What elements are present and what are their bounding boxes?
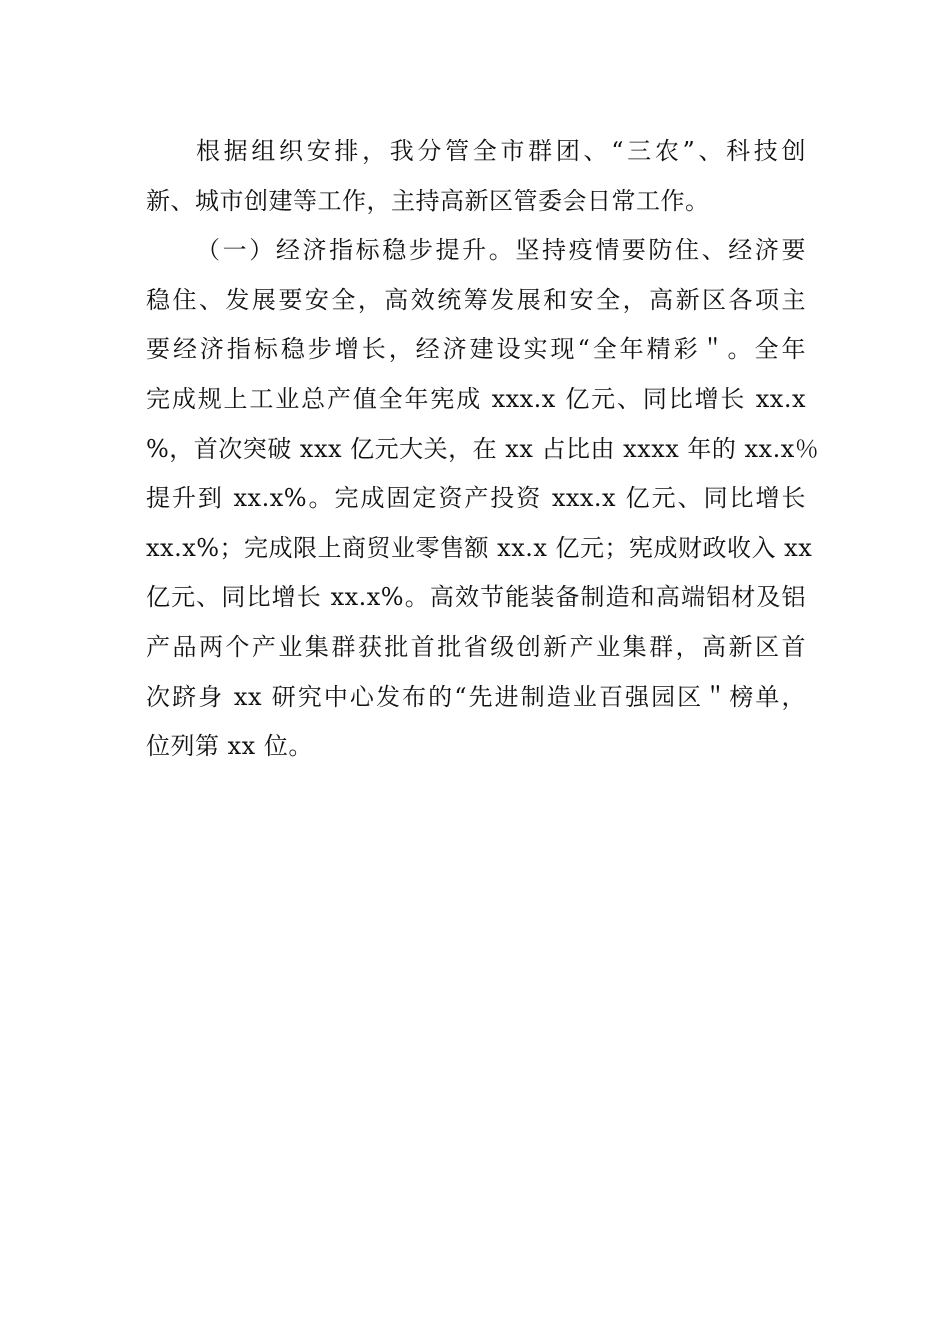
text-line: 根据组织安排，我分管全市群团、“三农”、科技创 (196, 137, 806, 165)
text-line: xx.x%；完成限上商贸业零售额 xx.x 亿元；宪成财政收入 xx (146, 533, 813, 562)
text-line: 新、城市创建等工作，主持高新区管委会日常工作。 (146, 186, 710, 215)
text-line: 次跻身 xx 研究中心发布的“先进制造业百强园区＂榜单， (146, 682, 806, 711)
paragraph-economic-indicators (146, 226, 820, 772)
text-line: （一）经济指标稳步提升。坚持疫情要防住、经济要 (196, 236, 806, 265)
text-line: 亿元、同比增长 xx.x%。高效节能装备制造和高端铝材及铝 (146, 583, 806, 612)
document-body (146, 127, 820, 772)
text-line: 完成规上工业总产值全年宪成 xxx.x 亿元、同比增长 xx.x (146, 384, 806, 413)
text-line: 提升到 xx.x%。完成固定资产投资 xxx.x 亿元、同比增长 (146, 484, 806, 513)
text-line: %，首次突破 xxx 亿元大关，在 xx 占比由 xxxx 年的 xx.x％ (146, 434, 820, 463)
text-line: 产品两个产业集群获批首批省级创新产业集群，高新区首 (146, 632, 806, 661)
paragraph-group-duties (146, 127, 806, 226)
text-line: 稳住、发展要安全，高效统筹发展和安全，高新区各项主 (146, 285, 806, 314)
text-line: 位列第 xx 位。 (146, 732, 313, 761)
text-line: 要经济指标稳步增长，经济建设实现“全年精彩＂。全年 (146, 335, 806, 364)
